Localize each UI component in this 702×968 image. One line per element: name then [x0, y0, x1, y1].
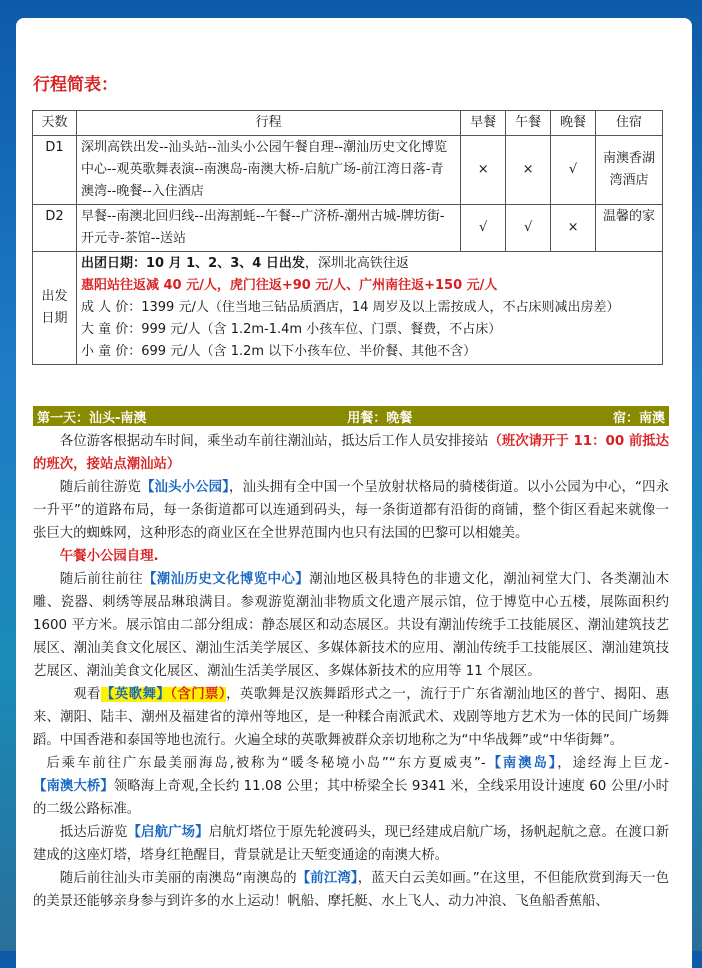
table-row: [33, 205, 663, 252]
day1-meal: 用餐：晚餐: [347, 410, 413, 426]
paragraph-lunch: [33, 545, 669, 568]
paragraph-park: [33, 476, 669, 545]
price-child-small: 小 童 价：699 元/人（含 1.2m 以下小孩车位、半价餐、其他不含）: [80, 344, 477, 359]
row-route: 早餐--南澳北回归线--出海割蚝--午餐--广济桥-潮州古城-牌坊街-开元寺-茶馆--送站: [76, 205, 460, 252]
square-highlight: 【启航广场】: [127, 825, 209, 840]
yingge-highlight: 【英歌舞】: [100, 687, 171, 702]
header-hotel: 住宿: [596, 111, 663, 136]
yingge-text-b: ，英歌舞是汉族舞蹈形式之一，流行于广东省潮汕地区的普宁、揭阳、惠来、潮阳、陆丰、潮州及福建省的漳州等地区，是一种糅合南派武术、戏剧等地方艺术为一体的民间广场舞蹈。中国香港和泰国等地也流行。火遍全球的英歌舞被群众亲切地称之为“中华战舞”或“中华街舞”。: [33, 687, 670, 748]
row-day: D1: [33, 136, 77, 205]
depart-line: [81, 253, 658, 275]
museum-highlight: 【潮汕历史文化博览中心】: [142, 572, 310, 587]
park-highlight: 【汕头小公园】: [141, 480, 230, 495]
row-breakfast: √: [461, 205, 506, 252]
header-day: 天数: [33, 111, 77, 136]
row-hotel: 温馨的家: [596, 205, 663, 252]
paragraph-museum: [33, 568, 669, 683]
header-route: 行程: [76, 111, 460, 136]
day1-stay: 宿：南澳: [612, 410, 665, 426]
depart-station: ，深圳北高铁往返: [304, 256, 409, 271]
paragraph-bay: [33, 867, 669, 913]
row-day: D2: [33, 205, 77, 252]
paragraph-arrival: [33, 430, 669, 476]
nanao-island-highlight: 【南澳岛】: [485, 756, 558, 771]
price-child-big: 大 童 价：999 元/人（含 1.2m-1.4m 小孩车位、门票、餐费，不占床）: [80, 322, 502, 337]
surcharge-note: 惠阳站往返减 40 元/人，虎门往返+90 元/人、广州南往返+150 元/人: [80, 278, 498, 293]
row-breakfast: ×: [461, 136, 506, 205]
nanao-text-c: 领略海上奇观,全长约 11.08 公里；其中桥梁全长 9341 米，全线采用设计速度 60 公里/小时的二级公路标准。: [33, 779, 669, 817]
header-dinner: 晚餐: [551, 111, 596, 136]
header-lunch: 午餐: [506, 111, 551, 136]
depart-date: 出团日期：10 月 1、2、3、4 日出发: [80, 256, 305, 271]
row-lunch: ×: [506, 136, 551, 205]
square-text-b: 启航灯塔位于原先轮渡码头，现已经建成启航广场，扬帆起航之意。在渡口新建成的这座灯塔，塔身红艳醒目，背景就是让天堑变通途的南澳大桥。: [33, 825, 670, 863]
row-dinner: √: [551, 136, 596, 205]
bay-text-b: ，蓝天白云美如画。”在这里，不但能欣赏到海天一色的美景还能够亲身参与到许多的水上运动！帆船、摩托艇、水上飞人、动力冲浪、飞鱼船香蕉船、: [33, 871, 669, 909]
museum-text-b: 潮汕地区极具特色的非遗文化，潮汕祠堂大门、各类潮汕木雕、瓷器、刺绣等展品琳琅满目。参观游览潮汕非物质文化遗产展示馆，位于博览中心五楼，展陈面积约 1600 平方米。展示馆由二部分组成：静态展区和动态展区。共设有潮汕传统手工技能展区、潮汕建筑技艺展区、潮汕美食文化展区、潮汕生活美学展区、多媒体新技术的应用、潮汕传统手工技能展区、潮汕建筑技艺展区、潮汕美食文化展区、潮汕生活美学展区、多媒体新技术的应用等 11 个展区。: [33, 572, 670, 679]
bay-text-a: 随后前往汕头市美丽的南澳岛“南澳岛的: [59, 871, 297, 886]
paragraph-nanao: [33, 752, 669, 821]
row-dinner: ×: [551, 205, 596, 252]
yingge-text-a: 观看: [73, 687, 101, 702]
park-text-a: 随后前往游览: [59, 480, 141, 495]
day1-content: [33, 430, 669, 913]
museum-text-a: 随后前往前往: [59, 572, 143, 587]
park-text-b: ，汕头拥有全中国一个呈放射状格局的骑楼街道。以小公园为中心，“四永一升平”的道路布局，每一条街道都可以连通到码头，每一条街道都有沿街的商铺，整个街区看起来就像一张巨大的蜘蛛网，这种形态的商业区在全世界范围内也只有法国的巴黎可以相媲美。: [33, 480, 669, 541]
arrival-text: 各位游客根据动车时间，乘坐动车前往潮汕站，抵达后工作人员安排接站: [59, 434, 489, 449]
paragraph-square: [33, 821, 669, 867]
yingge-ticket: （含门票）: [170, 687, 227, 702]
departure-info: [76, 252, 662, 365]
nanao-text-a: 后乘车前往广东最美丽海岛,被称为“暖冬秘境小岛”“东方夏威夷”-: [46, 756, 486, 771]
nanao-text-b: ，途经海上巨龙-: [557, 756, 669, 771]
table-row: [33, 136, 663, 205]
row-lunch: √: [506, 205, 551, 252]
row-hotel: 南澳香湖湾酒店: [596, 136, 663, 205]
header-breakfast: 早餐: [461, 111, 506, 136]
lunch-note: 午餐小公园自理.: [59, 549, 159, 564]
day1-title-bar: [33, 406, 669, 426]
itinerary-heading: 行程简表：: [33, 75, 118, 95]
table-header-row: [33, 111, 663, 136]
table-row-departure: [33, 252, 663, 365]
day1-title: 第一天：汕头-南澳: [37, 410, 147, 426]
itinerary-table: [32, 110, 663, 365]
depart-label: 出发日期: [33, 252, 77, 365]
paragraph-yingge: [33, 683, 669, 752]
row-route: 深圳高铁出发--汕头站--汕头小公园午餐自理--潮汕历史文化博览中心--观英歌舞表演--南澳岛-南澳大桥-启航广场-前江湾日落-青澳湾--晚餐--入住酒店: [76, 136, 460, 205]
bay-highlight: 【前江湾】: [296, 871, 358, 886]
square-text-a: 抵达后游览: [59, 825, 128, 840]
arrival-note: （班次请开于 11：00 前抵达的班次，接站点潮汕站）: [33, 434, 670, 472]
price-adult: 成 人 价：1399 元/人（住当地三钻品质酒店，14 周岁及以上需按成人，不占床则减出房差）: [80, 300, 620, 315]
nanao-bridge-highlight: 【南澳大桥】: [33, 779, 114, 794]
